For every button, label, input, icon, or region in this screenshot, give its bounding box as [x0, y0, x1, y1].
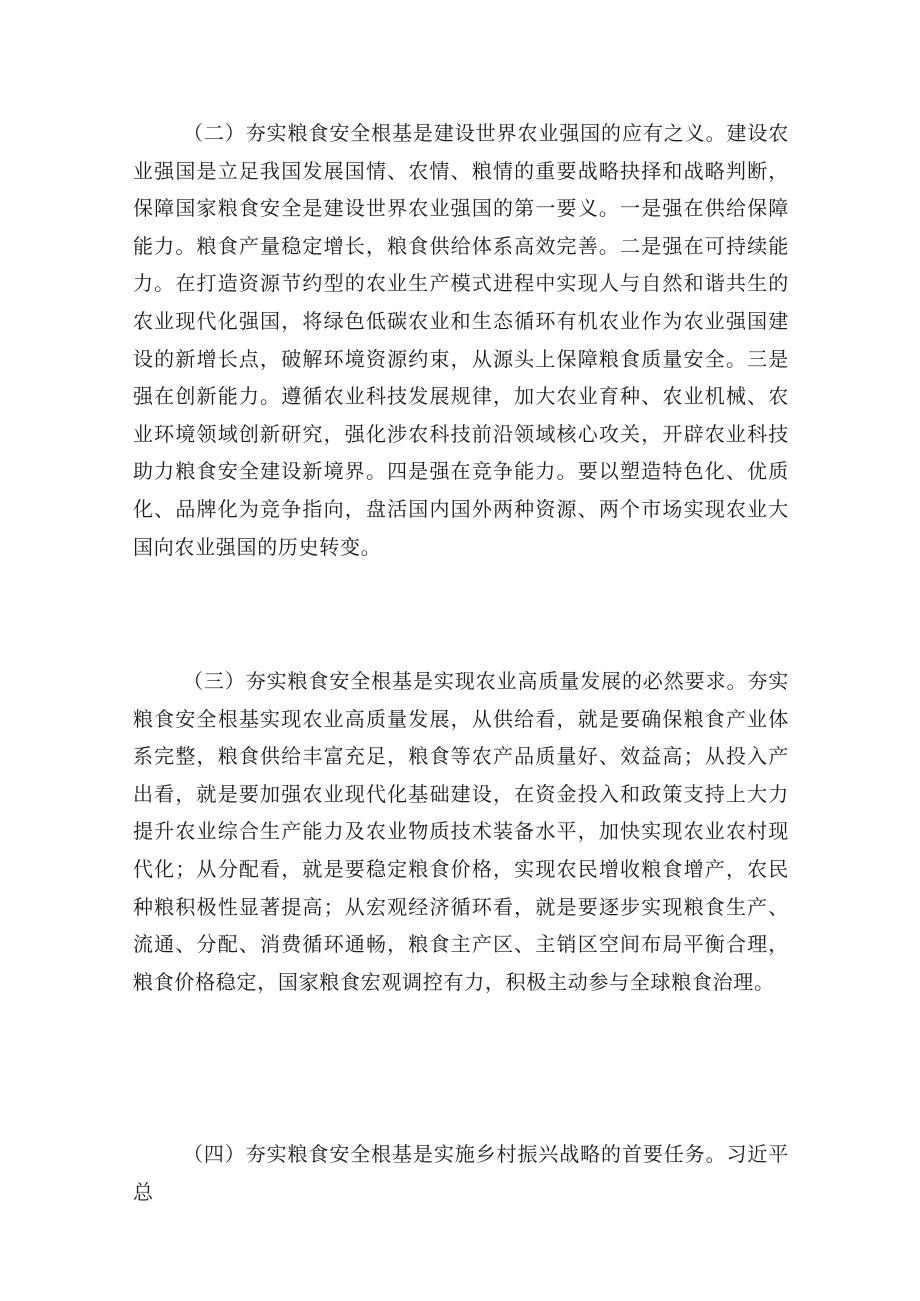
paragraph-section-2: （二）夯实粮食安全根基是建设世界农业强国的应有之义。建设农业强国是立足我国发展国情、农情、粮情的重要战略抉择和战略判断，保障国家粮食安全是建设世界农业强国的第一要义。一是强在供给保障能力。粮食产量稳定增长，粮食供给体系高效完善。二是强在可持续能力。在打造资源节约型的农业生产模式进程中实现人与自然和谐共生的农业现代化强国，将绿色低碳农业和生态循环有机农业作为农业强国建设的新增长点，破解环境资源约束，从源头上保障粮食质量安全。三是强在创新能力。遵循农业科技发展规律，加大农业育种、农业机械、农业环境领域创新研究，强化涉农科技前沿领域核心攻关，开辟农业科技助力粮食安全建设新境界。四是强在竞争能力。要以塑造特色化、优质化、品牌化为竞争指向，盘活国内国外两种资源、两个市场实现农业大国向农业强国的历史转变。 [133, 121, 789, 559]
paragraph-section-3: （三）夯实粮食安全根基是实现农业高质量发展的必然要求。夯实粮食安全根基实现农业高质量发展，从供给看，就是要确保粮食产业体系完整，粮食供给丰富充足，粮食等农产品质量好、效益高；从投入产出看，就是要加强农业现代化基础建设，在资金投入和政策支持上大力提升农业综合生产能力及农业物质技术装备水平，加快实现农业农村现代化；从分配看，就是要稳定粮食价格，实现农民增收粮食增产，农民种粮积极性显著提高；从宏观经济循环看，就是要逐步实现粮食生产、流通、分配、消费循环通畅，粮食主产区、主销区空间布局平衡合理，粮食价格稳定，国家粮食宏观调控有力，积极主动参与全球粮食治理。 [133, 669, 789, 994]
paragraph-section-4: （四）夯实粮食安全根基是实施乡村振兴战略的首要任务。习近平总 [133, 1142, 789, 1204]
